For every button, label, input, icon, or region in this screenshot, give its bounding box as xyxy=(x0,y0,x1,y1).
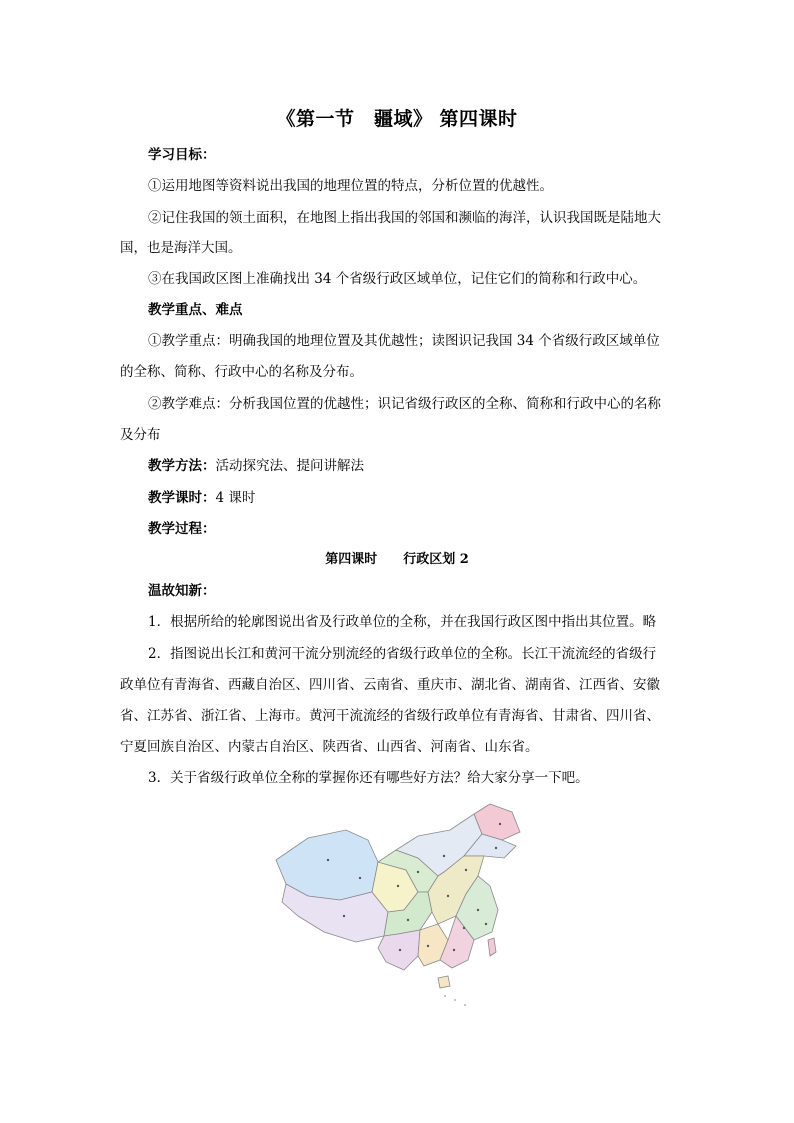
key-point-2-line-2: 及分布 xyxy=(120,427,161,443)
teaching-method xyxy=(148,456,708,476)
teaching-hours-value: 4 课时 xyxy=(215,490,256,506)
goals-heading: 学习目标： xyxy=(148,147,216,163)
key-point-1-line-2: 的全称、简称、行政中心的名称及分布。 xyxy=(120,364,363,380)
key-point-2-line-1: ②教学难点：分析我国位置的优越性；识记省级行政区的全称、简称和行政中心的名称 xyxy=(148,396,661,412)
city-marker xyxy=(397,885,399,887)
china-map-image xyxy=(268,800,528,1012)
goal-2-line-1: ②记住我国的领土面积，在地图上指出我国的邻国和濒临的海洋，认识我国既是陆地大 xyxy=(148,210,661,226)
city-marker xyxy=(443,855,445,857)
question-2-line-3: 省、江苏省、浙江省、上海市。黄河干流流经的省级行政单位有青海省、甘肃省、四川省、 xyxy=(120,708,660,724)
question-2-line-2: 政单位有青海省、西藏自治区、四川省、云南省、重庆市、湖北省、湖南省、江西省、安徽 xyxy=(120,677,660,693)
page-title: 《第一节 疆域》 第四课时 xyxy=(276,108,518,130)
city-marker xyxy=(417,871,419,873)
goal-2-line-2: 国，也是海洋大国。 xyxy=(120,240,242,256)
question-3: 3．关于省级行政单位全称的掌握你还有哪些好方法？给大家分享一下吧。 xyxy=(148,770,589,786)
review-heading: 温故知新： xyxy=(148,583,216,599)
goal-3: ③在我国政区图上准确找出 34 个省级行政区域单位，记住它们的简称和行政中心。 xyxy=(148,271,647,287)
teaching-method-value: 活动探究法、提问讲解法 xyxy=(215,458,364,474)
question-2-line-1: 2．指图说出长江和黄河干流分别流经的省级行政单位的全称。长江干流流经的省级行 xyxy=(148,646,657,662)
goal-1: ①运用地图等资料说出我国的地理位置的特点，分析位置的优越性。 xyxy=(148,178,553,194)
city-marker xyxy=(407,919,409,921)
teaching-method-label: 教学方法： xyxy=(148,458,216,474)
city-marker xyxy=(327,859,329,861)
city-marker xyxy=(447,895,449,897)
city-marker xyxy=(359,877,361,879)
section-subtitle: 第四课时 行政区划 2 xyxy=(325,552,469,567)
region-taiwan xyxy=(488,938,496,956)
city-marker xyxy=(477,909,479,911)
city-marker xyxy=(427,945,429,947)
teaching-hours xyxy=(148,488,708,508)
south-sea-islands xyxy=(444,996,466,1005)
key-point-1-line-1: ①教学重点：明确我国的地理位置及其优越性；读图识记我国 34 个省级行政区域单位 xyxy=(148,333,660,349)
city-marker xyxy=(463,927,465,929)
city-marker xyxy=(343,915,345,917)
city-marker xyxy=(453,949,455,951)
teaching-hours-label: 教学课时： xyxy=(148,490,216,506)
process-heading: 教学过程： xyxy=(148,521,216,537)
city-marker xyxy=(485,923,487,925)
city-marker xyxy=(465,869,467,871)
city-marker xyxy=(399,949,401,951)
city-marker xyxy=(499,823,501,825)
region-hainan xyxy=(438,976,450,988)
city-marker xyxy=(495,847,497,849)
question-1: 1．根据所给的轮廓图说出省及行政单位的全称，并在我国行政区图中指出其位置。略 xyxy=(148,614,657,630)
question-2-line-4: 宁夏回族自治区、内蒙古自治区、陕西省、山西省、河南省、山东省。 xyxy=(120,739,539,755)
key-points-heading: 教学重点、难点 xyxy=(148,302,243,318)
